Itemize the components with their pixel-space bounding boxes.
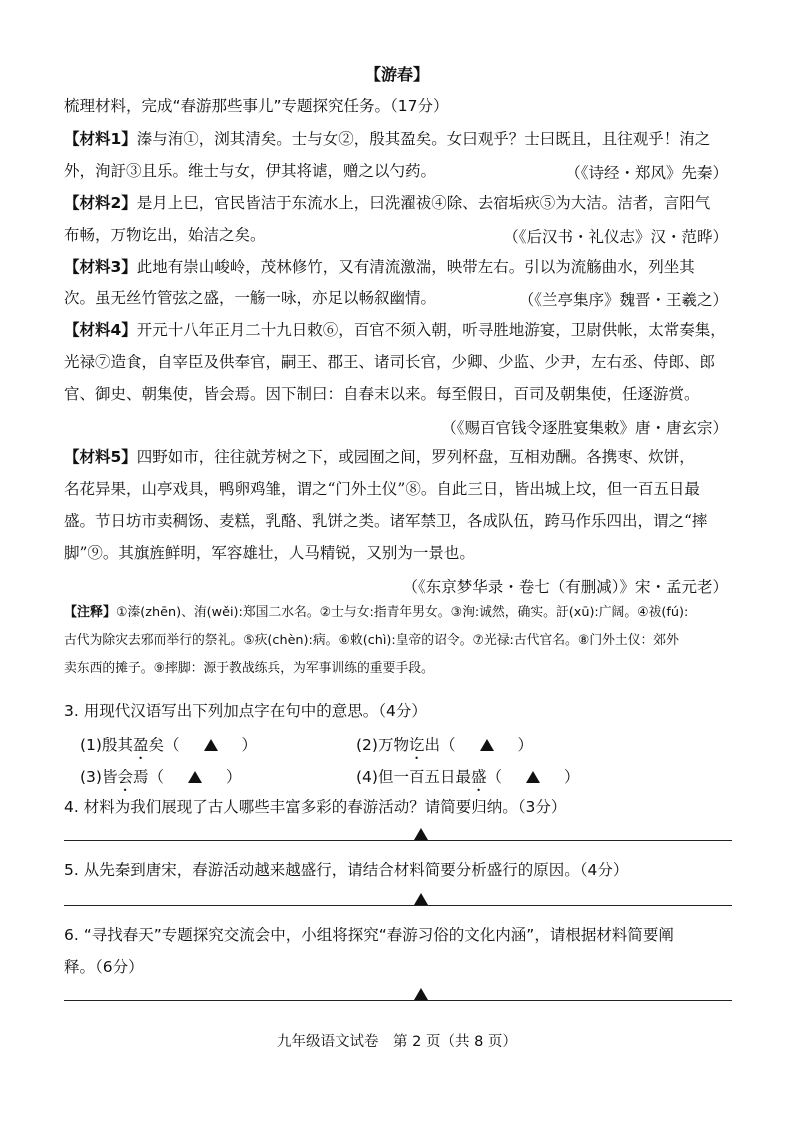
answer-marker-icon: [414, 988, 428, 1000]
question-3-item-3: (3)皆会焉（ ）: [80, 768, 242, 786]
answer-marker-icon: [480, 739, 494, 751]
answer-marker-icon: [414, 893, 428, 905]
material-4-tag: 【材料4】: [64, 321, 137, 339]
material-3-line-2: 次。虽无丝竹管弦之盛，一觞一咏，亦足以畅叙幽情。: [64, 289, 437, 307]
material-5-line-1: 【材料5】四野如市，往往就芳树之下，或园囿之间，罗列杯盘，互相劝酬。各携枣、炊饼，: [64, 448, 695, 466]
question-3: 3. 用现代汉语写出下列加点字在句中的意思。（4分）: [64, 702, 427, 720]
material-4-source: （《赐百官钱令逐胜宴集敕》唐・唐玄宗）: [441, 419, 728, 437]
section-title: 【游春】: [364, 65, 429, 84]
material-3-line-1: 【材料3】此地有崇山峻岭，茂林修竹，又有清流激湍，映带左右。引以为流觞曲水，列坐其: [64, 258, 695, 276]
question-6-line-2: 释。（6分）: [64, 958, 144, 976]
notes-tag: 【注释】: [64, 605, 117, 620]
material-5-line-3: 盛。节日坊市卖稠饧、麦糕，乳酪、乳饼之类。诸军禁卫，各成队伍，跨马作乐四出，谓之“摔: [64, 512, 708, 530]
material-1-tag: 【材料1】: [64, 130, 137, 148]
material-2-line-1: 【材料2】是月上巳，官民皆洁于东流水上，曰洗濯祓④除、去宿垢疢⑤为大洁。洁者，言阳气: [64, 194, 711, 212]
page-footer: 九年级语文试卷 第 2 页（共 8 页）: [277, 1034, 517, 1050]
material-3-source: （《兰亭集序》魏晋・王羲之）: [518, 291, 728, 309]
material-3-tag: 【材料3】: [64, 258, 137, 276]
question-3-item-1: (1)殷其盈矣（ ）: [80, 736, 258, 754]
material-2-tag: 【材料2】: [64, 194, 137, 212]
question-3-item-2: (2)万物讫出（ ）: [356, 736, 534, 754]
material-4-line-2: 光禄⑦造食，自宰臣及供奉官，嗣王、郡王、诸司长官，少卿、少监、少尹，左右丞、侍郎、郎: [64, 353, 716, 371]
material-5-line-4: 脚”⑨。其旗旌鲜明，军容雄壮，人马精锐，又别为一景也。: [64, 544, 475, 562]
task-intro: 梳理材料，完成“春游那些事儿”专题探究任务。（17分）: [64, 97, 449, 115]
material-4-line-1: 【材料4】开元十八年正月二十九日敕⑥，百官不须入朝，听寻胜地游宴，卫尉供帐，太常奏集，: [64, 321, 726, 339]
material-1-line-1: 【材料1】溱与洧①，浏其清矣。士与女②，殷其盈矣。女曰观乎？士曰既且，且往观乎！洧之: [64, 130, 711, 148]
material-4-line-3: 官、御史、朝集使，皆会焉。因下制曰：自春末以来。每至假日，百司及朝集使，任逐游赏。: [64, 385, 700, 403]
material-2-source: （《后汉书・礼仪志》汉・范晔）: [503, 228, 728, 246]
question-3-item-4: (4)但一百五日最盛（ ）: [356, 768, 580, 786]
material-5-line-2: 名花异果，山亭戏具，鸭卵鸡雏，谓之“门外土仪”⑧。自此三日，皆出城上坟，但一百五日最: [64, 480, 700, 498]
answer-marker-icon: [414, 828, 428, 840]
material-2-line-2: 布畅，万物讫出，始洁之矣。: [64, 226, 266, 244]
material-1-source: （《诗经・郑风》先秦）: [565, 164, 728, 182]
question-4: 4. 材料为我们展现了古人哪些丰富多彩的春游活动？请简要归纳。（3分）: [64, 798, 567, 816]
material-5-source: （《东京梦华录・卷七（有删减）》宋・孟元老）: [402, 578, 728, 596]
notes-line-1: 【注释】①溱(zhēn)、洧(wěi):郑国二水名。②士与女:指青年男女。③洵:诚然，确实。訏(xū):广阔。④祓(fú):: [64, 605, 689, 620]
notes-line-3: 卖东西的摊子。⑨摔脚：源于教战练兵，为军事训练的重要手段。: [64, 661, 434, 676]
answer-line-5[interactable]: [64, 905, 732, 906]
notes-line-2: 古代为除灾去邪而举行的祭礼。⑤疢(chèn):病。⑥敕(chì):皇帝的诏令。⑦光禄:古代官名。⑧门外土仪：郊外: [64, 633, 679, 648]
answer-line-6[interactable]: [64, 1000, 732, 1001]
answer-marker-icon: [204, 739, 218, 751]
answer-marker-icon: [526, 771, 540, 783]
answer-marker-icon: [188, 771, 202, 783]
question-6-line-1: 6. “寻找春天”专题探究交流会中，小组将探究“春游习俗的文化内涵”，请根据材料简要阐: [64, 926, 674, 944]
question-5: 5. 从先秦到唐宋，春游活动越来越盛行，请结合材料简要分析盛行的原因。（4分）: [64, 861, 629, 879]
material-1-line-2: 外，洵訏③且乐。维士与女，伊其将谑，赠之以勺药。: [64, 162, 437, 180]
material-5-tag: 【材料5】: [64, 448, 137, 466]
answer-line-4[interactable]: [64, 840, 732, 841]
